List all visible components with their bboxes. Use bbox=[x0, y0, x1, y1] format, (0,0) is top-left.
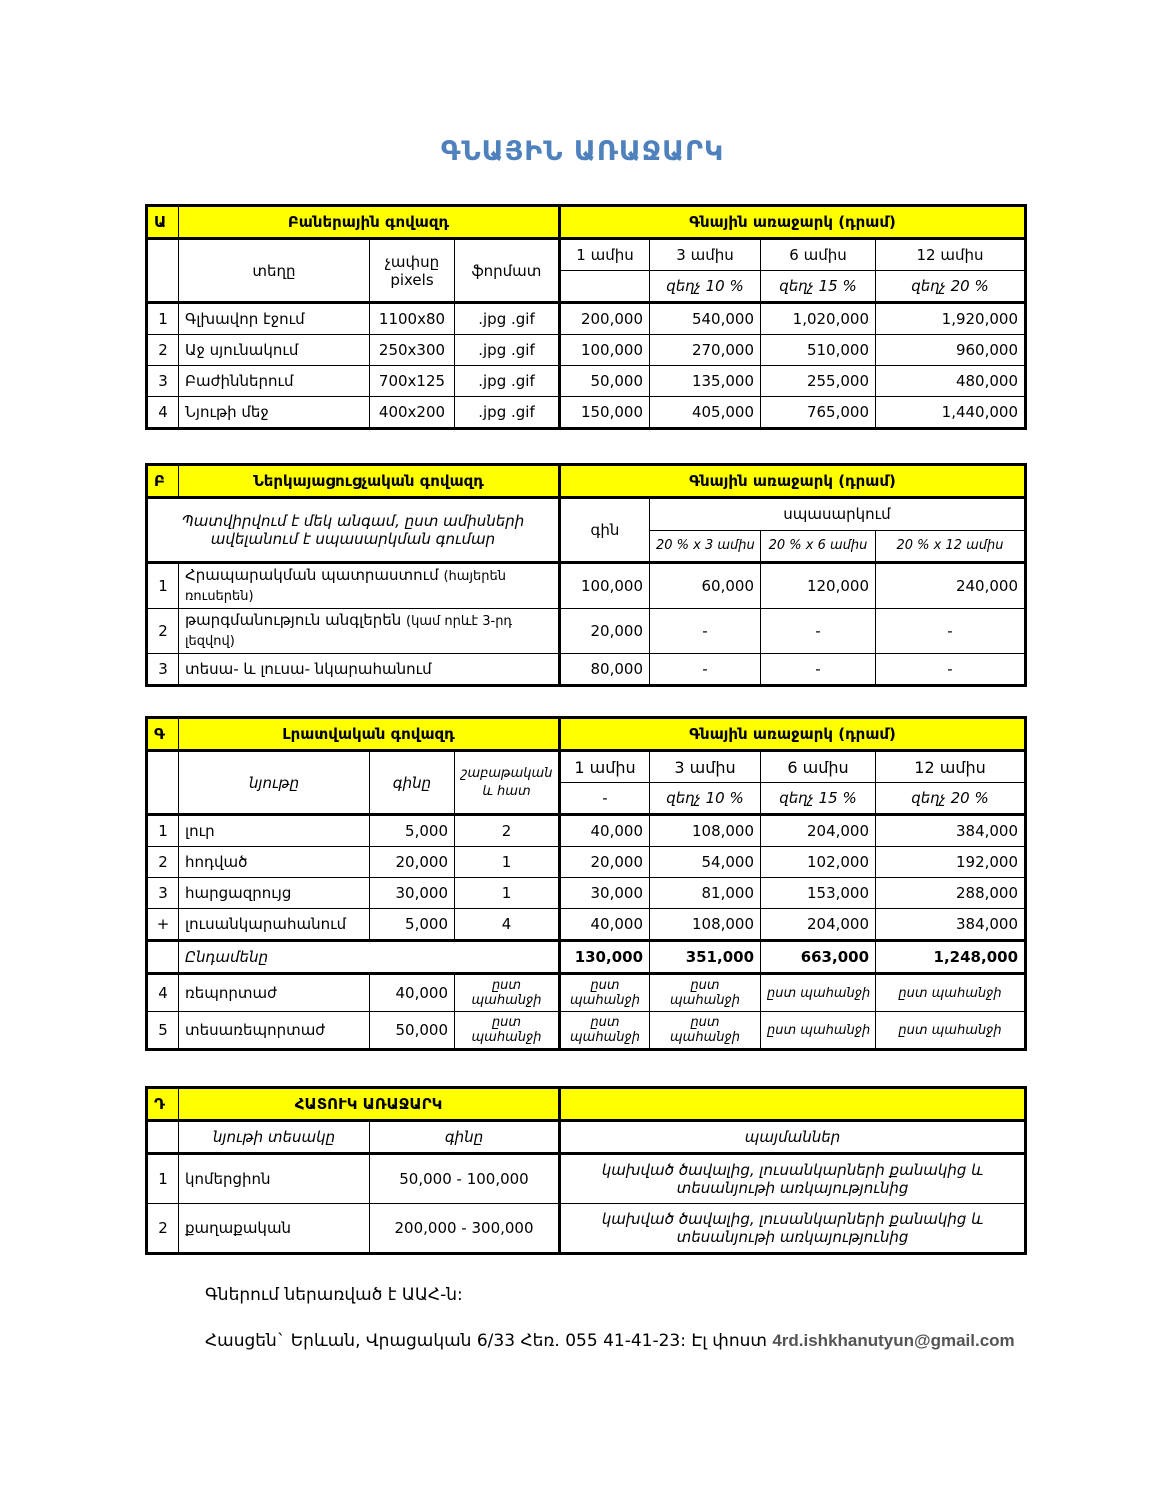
news-ads-table bbox=[145, 716, 1027, 1051]
col-type: նյութի տեսակը bbox=[179, 1121, 370, 1154]
col-weekly: շաբաթական և հատ bbox=[455, 751, 560, 815]
section-title: Բաներային գովազդ bbox=[179, 206, 560, 239]
special-offer-section bbox=[145, 1086, 1027, 1255]
period-6: 6 ամիս bbox=[761, 239, 876, 271]
period-1: 1 ամիս bbox=[560, 239, 650, 271]
service-12: 20 % x 12 ամիս bbox=[876, 530, 1026, 563]
table-row: 1 լուր 5,000 2 40,000 108,000 204,000 384,000 bbox=[147, 815, 1026, 847]
email-link[interactable]: 4rd.ishkhanutyun@gmail.com bbox=[772, 1331, 1015, 1350]
price-header: Գնային առաջարկ (դրամ) bbox=[560, 718, 1026, 751]
discount-12: զեղչ 20 % bbox=[876, 271, 1026, 303]
col-size: չափսը pixels bbox=[370, 239, 455, 303]
discount-3: զեղչ 10 % bbox=[650, 783, 761, 815]
period-3: 3 ամիս bbox=[650, 239, 761, 271]
period-3: 3 ամիս bbox=[650, 751, 761, 783]
period-12: 12 ամիս bbox=[876, 751, 1026, 783]
period-12: 12 ամիս bbox=[876, 239, 1026, 271]
period-1: 1 ամիս bbox=[560, 751, 650, 783]
discount-3: զեղչ 10 % bbox=[650, 271, 761, 303]
vat-note: Գներում ներառված է ԱԱՀ-ն: bbox=[205, 1285, 463, 1305]
col-price: գին bbox=[560, 498, 650, 563]
col-place: տեղը bbox=[179, 239, 370, 303]
service-3: 20 % x 3 ամիս bbox=[650, 530, 761, 563]
discount-1 bbox=[560, 271, 650, 303]
section-letter: Ա bbox=[147, 206, 179, 239]
col-material: նյութը bbox=[179, 751, 370, 815]
col-service: սպասարկում bbox=[650, 498, 1026, 531]
col-price: գինը bbox=[370, 1121, 560, 1154]
representative-ads-section bbox=[145, 463, 1027, 687]
banner-ads-table bbox=[145, 204, 1027, 430]
section-title: ՀԱՏՈՒԿ ԱՌԱՋԱՐԿ bbox=[179, 1088, 560, 1121]
representative-ads-table bbox=[145, 463, 1027, 687]
period-6: 6 ամիս bbox=[761, 751, 876, 783]
table-row: 4 ռեպորտաժ 40,000 ըստ պահանջի ըստ պահանջի ըստ պահանջի ըստ պահանջի ըստ պահանջի bbox=[147, 974, 1026, 1012]
col-price: գինը bbox=[370, 751, 455, 815]
table-row: 1 կոմերցիոն 50,000 - 100,000 կախված ծավալից, լուսանկարների քանակից և տեսանյութի առկայությունից bbox=[147, 1154, 1026, 1204]
section-letter: Բ bbox=[147, 465, 179, 498]
contact-line bbox=[205, 1331, 1015, 1351]
section-title: Ներկայացուցչական գովազդ bbox=[179, 465, 560, 498]
table-row: + լուսանկարահանում 5,000 4 40,000 108,000 204,000 384,000 bbox=[147, 909, 1026, 941]
table-row: 1 Հրապարակման պատրաստում (հայերեն ռուսերեն) 100,000 60,000 120,000 240,000 bbox=[147, 563, 1026, 609]
table-row: 2 թարգմանություն անգլերեն (կամ որևէ 3-րդ լեզվով) 20,000 - - - bbox=[147, 609, 1026, 654]
section-letter: Դ bbox=[147, 1088, 179, 1121]
page-title: ԳՆԱՅԻՆ ԱՌԱՋԱՐԿ bbox=[440, 136, 725, 167]
table-row: 1 Գլխավոր էջում 1100x80 .jpg .gif 200,000 540,000 1,020,000 1,920,000 bbox=[147, 303, 1026, 335]
pricing-note: Պատվիրվում է մեկ անգամ, ըստ ամիսների ավելանում է սպասարկման գումար bbox=[147, 498, 560, 563]
price-header: Գնային առաջարկ (դրամ) bbox=[560, 206, 1026, 239]
table-row: 2 Աջ սյունակում 250x300 .jpg .gif 100,000 270,000 510,000 960,000 bbox=[147, 335, 1026, 366]
discount-6: զեղչ 15 % bbox=[761, 783, 876, 815]
total-row: Ընդամենը 130,000 351,000 663,000 1,248,000 bbox=[147, 941, 1026, 974]
col-format: ֆորմատ bbox=[455, 239, 560, 303]
address-text: Հասցեն` Երևան, Վրացական 6/33 Հեռ. 055 41-41-23: Էլ փոստ bbox=[205, 1331, 767, 1351]
table-row: 3 հարցազրույց 30,000 1 30,000 81,000 153,000 288,000 bbox=[147, 878, 1026, 909]
price-header: Գնային առաջարկ (դրամ) bbox=[560, 465, 1026, 498]
discount-1: - bbox=[560, 783, 650, 815]
col-terms: պայմաններ bbox=[560, 1121, 1026, 1154]
table-row: 2 հոդված 20,000 1 20,000 54,000 102,000 192,000 bbox=[147, 847, 1026, 878]
table-row: 5 տեսառեպորտաժ 50,000 ըստ պահանջի ըստ պահանջի ըստ պահանջի ըստ պահանջի ըստ պահանջի bbox=[147, 1012, 1026, 1050]
discount-6: զեղչ 15 % bbox=[761, 271, 876, 303]
table-row: 2 քաղաքական 200,000 - 300,000 կախված ծավալից, լուսանկարների քանակից և տեսանյութի առկայությունից bbox=[147, 1204, 1026, 1254]
table-row: 4 Նյութի մեջ 400x200 .jpg .gif 150,000 405,000 765,000 1,440,000 bbox=[147, 397, 1026, 429]
special-offer-table bbox=[145, 1086, 1027, 1255]
section-letter: Գ bbox=[147, 718, 179, 751]
table-row: 3 տեսա- և լուսա- նկարահանում 80,000 - - - bbox=[147, 654, 1026, 686]
section-title: Լրատվական գովազդ bbox=[179, 718, 560, 751]
news-ads-section bbox=[145, 716, 1027, 1051]
discount-12: զեղչ 20 % bbox=[876, 783, 1026, 815]
banner-ads-section bbox=[145, 204, 1027, 430]
table-row: 3 Բաժիններում 700x125 .jpg .gif 50,000 135,000 255,000 480,000 bbox=[147, 366, 1026, 397]
service-6: 20 % x 6 ամիս bbox=[761, 530, 876, 563]
